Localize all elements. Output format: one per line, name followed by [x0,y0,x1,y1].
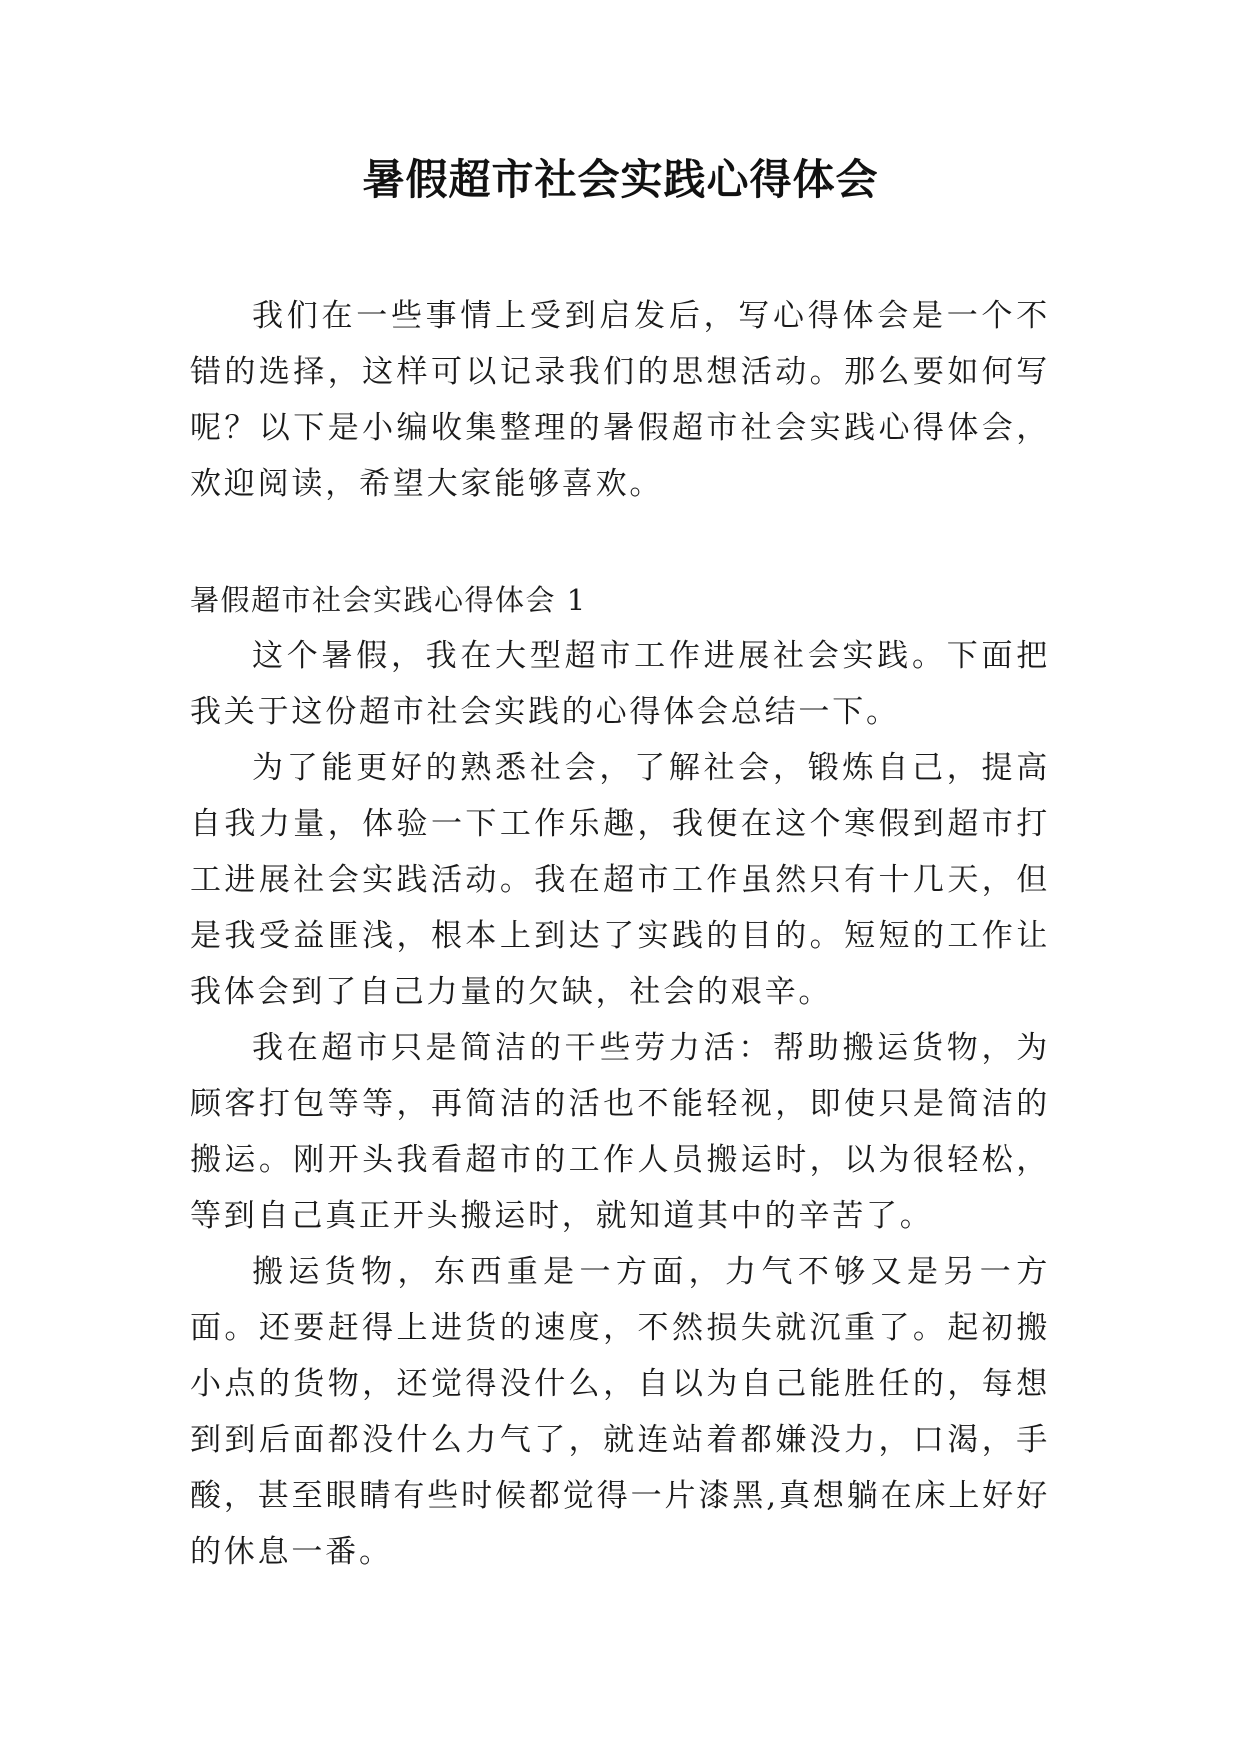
body-paragraph-1: 这个暑假，我在大型超市工作进展社会实践。下面把我关于这份超市社会实践的心得体会总结一下。 [190,638,1050,730]
section-heading: 暑假超市社会实践心得体会 1 [190,583,587,617]
intro-paragraph: 我们在一些事情上受到启发后，写心得体会是一个不错的选择，这样可以记录我们的思想活动。那么要如何写呢？以下是小编收集整理的暑假超市社会实践心得体会，欢迎阅读，希望大家能够喜欢。 [190,298,1050,502]
spacer [190,512,1050,568]
document-title: 暑假超市社会实践心得体会 [362,155,879,204]
body-paragraph-4: 搬运货物，东西重是一方面，力气不够又是另一方面。还要赶得上进货的速度，不然损失就沉重了。起初搬小点的货物，还觉得没什么，自以为自己能胜任的，每想到到后面都没什么力气了，就连站着都嫌没力，口渴，手酸，甚至眼睛有些时候都觉得一片漆黑,真想躺在床上好好的休息一番。 [190,1254,1050,1570]
document-body [190,288,1050,1580]
body-paragraph-2: 为了能更好的熟悉社会，了解社会，锻炼自己，提高自我力量，体验一下工作乐趣，我便在这个寒假到超市打工进展社会实践活动。我在超市工作虽然只有十几天，但是我受益匪浅，根本上到达了实践的目的。短短的工作让我体会到了自己力量的欠缺，社会的艰辛。 [190,750,1050,1010]
body-paragraph-3: 我在超市只是简洁的干些劳力活：帮助搬运货物，为顾客打包等等，再简洁的活也不能轻视，即使只是简洁的搬运。刚开头我看超市的工作人员搬运时，以为很轻松，等到自己真正开头搬运时，就知道其中的辛苦了。 [190,1030,1050,1234]
